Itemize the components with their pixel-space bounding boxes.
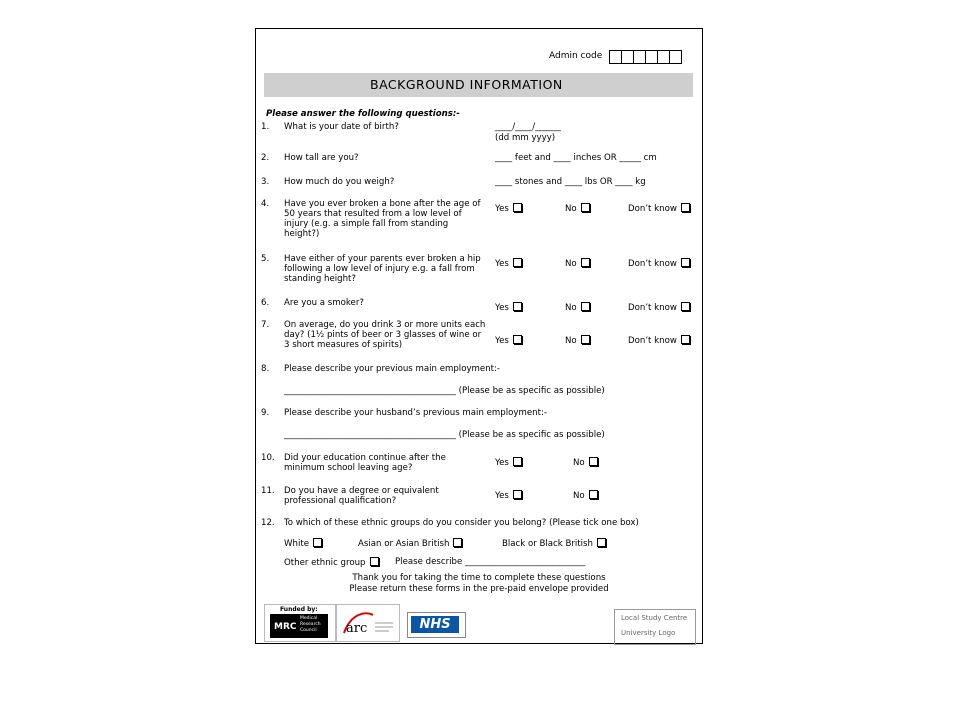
employment-field[interactable]: ________________________________________ (Please be as specific as possible)	[284, 386, 605, 396]
arc-logo: arc	[341, 609, 398, 639]
dob-format-hint: (dd mm yyyy)	[495, 133, 556, 143]
asian-checkbox[interactable]	[453, 538, 462, 547]
background-information-form	[255, 28, 703, 644]
no-checkbox[interactable]	[581, 335, 590, 344]
black-checkbox[interactable]	[597, 538, 606, 547]
local-study-centre-logo: Local Study Centre University Logo	[614, 609, 696, 645]
height-field[interactable]: ____ feet and ____ inches OR _____ cm	[495, 153, 657, 163]
option-no: No	[573, 491, 585, 501]
option-dont-know: Don’t know	[628, 259, 677, 269]
no-checkbox[interactable]	[589, 457, 598, 466]
question-text: What is your date of birth?	[284, 122, 399, 132]
option-no: No	[565, 204, 577, 214]
instructions: Please answer the following questions:-	[266, 109, 460, 119]
question-number: 8.	[261, 364, 270, 374]
no-checkbox[interactable]	[589, 490, 598, 499]
thank-you-text: Thank you for taking the time to complete these questions	[352, 573, 606, 583]
mrc-logo: MRC Medical Research Council	[270, 614, 328, 638]
white-checkbox[interactable]	[313, 538, 322, 547]
option-white: White	[284, 539, 309, 549]
other-describe-field[interactable]: Please describe ____________________________	[395, 557, 586, 567]
option-no: No	[565, 303, 577, 313]
dob-field[interactable]: ____/____/______	[495, 122, 561, 132]
option-yes: Yes	[495, 336, 509, 346]
form-title: BACKGROUND INFORMATION	[264, 73, 693, 97]
no-checkbox[interactable]	[581, 302, 590, 311]
option-yes: Yes	[495, 491, 509, 501]
option-yes: Yes	[495, 303, 509, 313]
question-number: 6.	[261, 298, 270, 308]
option-dont-know: Don’t know	[628, 204, 677, 214]
question-number: 11.	[261, 486, 275, 496]
question-text: Have you ever broken a bone after the age of 50 years that resulted from a low level of injury (e.g. a simple fall from standing height?)	[284, 199, 481, 239]
weight-field[interactable]: ____ stones and ____ lbs OR ____ kg	[495, 177, 646, 187]
question-number: 4.	[261, 199, 270, 209]
question-text: How much do you weigh?	[284, 177, 395, 187]
option-yes: Yes	[495, 458, 509, 468]
dont-know-checkbox[interactable]	[681, 302, 690, 311]
admin-code-label: Admin code	[549, 51, 603, 61]
question-number: 10.	[261, 453, 275, 463]
question-text: On average, do you drink 3 or more units each day? (1½ pints of beer or 3 glasses of wine or 3 short measures of spirits)	[284, 320, 486, 350]
admin-code-box[interactable]	[669, 50, 682, 64]
option-dont-know: Don’t know	[628, 336, 677, 346]
question-text: How tall are you?	[284, 153, 359, 163]
yes-checkbox[interactable]	[513, 302, 522, 311]
nhs-logo: NHS	[407, 612, 466, 638]
option-yes: Yes	[495, 259, 509, 269]
option-yes: Yes	[495, 204, 509, 214]
question-text: Please describe your husband’s previous main employment:-	[284, 408, 547, 418]
yes-checkbox[interactable]	[513, 457, 522, 466]
option-dont-know: Don’t know	[628, 303, 677, 313]
admin-code-boxes[interactable]	[610, 50, 682, 64]
husband-employment-field[interactable]: ________________________________________ (Please be as specific as possible)	[284, 430, 605, 440]
funded-by-label: Funded by:	[280, 606, 318, 613]
question-text: Do you have a degree or equivalent professional qualification?	[284, 486, 439, 506]
yes-checkbox[interactable]	[513, 203, 522, 212]
yes-checkbox[interactable]	[513, 258, 522, 267]
question-text: Please describe your previous main employment:-	[284, 364, 501, 374]
no-checkbox[interactable]	[581, 203, 590, 212]
question-number: 5.	[261, 254, 270, 264]
yes-checkbox[interactable]	[513, 335, 522, 344]
question-number: 9.	[261, 408, 270, 418]
question-text: Are you a smoker?	[284, 298, 364, 308]
question-number: 12.	[261, 518, 275, 528]
dont-know-checkbox[interactable]	[681, 203, 690, 212]
option-no: No	[565, 259, 577, 269]
dont-know-checkbox[interactable]	[681, 335, 690, 344]
option-asian: Asian or Asian British	[358, 539, 450, 549]
dont-know-checkbox[interactable]	[681, 258, 690, 267]
other-checkbox[interactable]	[370, 557, 379, 566]
no-checkbox[interactable]	[581, 258, 590, 267]
option-other: Other ethnic group	[284, 558, 366, 568]
yes-checkbox[interactable]	[513, 490, 522, 499]
question-number: 3.	[261, 177, 270, 187]
question-number: 7.	[261, 320, 270, 330]
option-no: No	[565, 336, 577, 346]
question-number: 2.	[261, 153, 270, 163]
option-no: No	[573, 458, 585, 468]
question-text: To which of these ethnic groups do you consider you belong? (Please tick one box)	[284, 518, 639, 528]
question-number: 1.	[261, 122, 270, 132]
return-instructions: Please return these forms in the pre-paid envelope provided	[349, 584, 609, 594]
question-text: Have either of your parents ever broken a hip following a low level of injury e.g. a fall from standing height?	[284, 254, 481, 284]
question-text: Did your education continue after the minimum school leaving age?	[284, 453, 446, 473]
option-black: Black or Black British	[502, 539, 593, 549]
